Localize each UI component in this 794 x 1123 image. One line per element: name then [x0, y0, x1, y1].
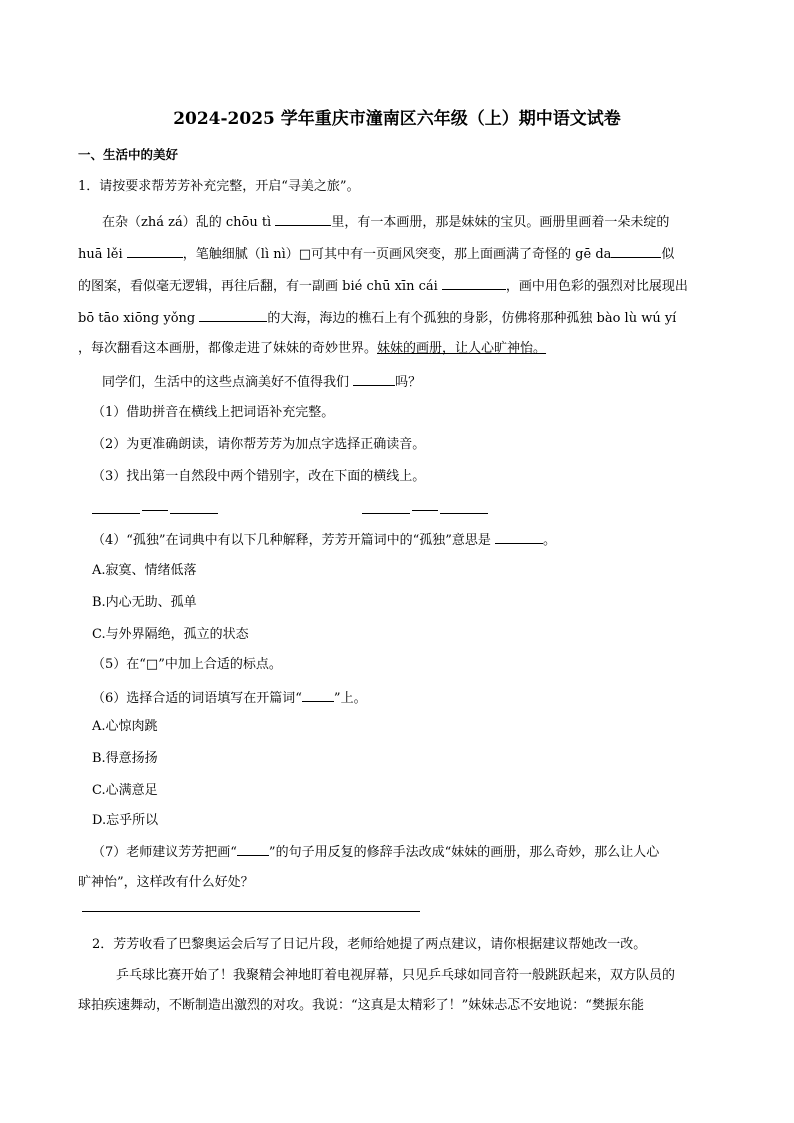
correction-blank-2[interactable] [362, 500, 488, 520]
option-6a: A.心惊肉跳 [92, 719, 158, 734]
question-2-text-line-1: 乒乓球比赛开始了！我聚精会神地盯着电视屏幕，只见乒乓球如同音符一般跳跃起来，双方队员的 [116, 968, 676, 983]
text-segment: 同学们，生活中的这些点滴美好不值得我们 [102, 375, 350, 390]
paragraph-line-6 [102, 372, 421, 392]
answer-blank[interactable] [440, 500, 488, 514]
text-segment: 的图案，看似毫无逻辑，再往后翻，有一副画 bié chū xīn cái [78, 279, 438, 294]
answer-line[interactable] [82, 911, 420, 912]
correction-blank-1[interactable] [92, 500, 218, 520]
text-segment: huā lěi [78, 247, 123, 262]
answer-blank[interactable] [362, 500, 410, 514]
text-segment: ”的句子用反复的修辞手法改成“妹妹的画册，那么奇妙，那么让人心 [268, 845, 660, 860]
answer-blank[interactable] [237, 842, 269, 856]
option-c: C.与外界隔绝，孤立的状态 [92, 627, 249, 642]
text-segment: （6）选择合适的词语填写在开篇词“ [92, 691, 302, 706]
sub-question-4 [92, 530, 556, 550]
question-1-prompt: 1．请按要求帮芳芳补充完整，开启“寻美之旅”。 [78, 179, 360, 194]
option-6b: B.得意扬扬 [92, 751, 158, 766]
answer-blank[interactable] [442, 276, 506, 290]
section-heading: 一、生活中的美好 [78, 147, 179, 162]
paragraph-line-5 [78, 340, 546, 358]
answer-blank[interactable] [302, 688, 334, 702]
sub-question-1: （1）借助拼音在横线上把词语补充完整。 [92, 405, 335, 420]
answer-blank[interactable] [353, 372, 395, 386]
answer-blank[interactable] [92, 500, 140, 514]
option-6c: C.心满意足 [92, 783, 158, 798]
text-segment: 吗？ [395, 375, 422, 390]
sub-question-2: （2）为更准确朗读，请你帮芳芳为加点字选择正确读音。 [92, 437, 426, 452]
answer-blank[interactable] [199, 308, 267, 322]
sub-question-7 [92, 842, 659, 862]
paragraph-line-4 [78, 308, 676, 328]
text-segment: ，笔触细腻（lì nì）□可其中有一页画风突变，那上面画满了奇怪的 gē da [182, 247, 612, 262]
option-b: B.内心无助、孤单 [92, 595, 197, 610]
paragraph-line-1 [102, 212, 669, 232]
answer-blank[interactable] [611, 244, 661, 258]
text-segment: ”上。 [333, 691, 367, 706]
dash-separator [412, 510, 438, 511]
sub-question-6 [92, 688, 367, 708]
text-segment: 的大海，海边的樵石上有个孤独的身影，仿佛将那种孤独 bào lù wú yí [267, 311, 677, 326]
answer-blank[interactable] [495, 530, 543, 544]
dash-separator [142, 510, 168, 511]
answer-blank[interactable] [170, 500, 218, 514]
text-segment: 在杂（zhá zá）乱的 chōu tì [102, 215, 272, 230]
option-a: A.寂寞、情绪低落 [92, 563, 197, 578]
answer-blank[interactable] [275, 212, 331, 226]
text-segment: 。 [543, 533, 557, 548]
sub-question-7-cont: 旷神怡”，这样改有什么好处？ [78, 875, 254, 890]
text-segment: ，每次翻看这本画册，都像走进了妹妹的奇妙世界。 [78, 341, 378, 356]
sub-question-3: （3）找出第一自然段中两个错别字，改在下面的横线上。 [92, 469, 426, 484]
underlined-sentence: 妹妹的画册，让人心旷神怡。 [377, 341, 547, 356]
answer-blank[interactable] [127, 244, 183, 258]
paragraph-line-3 [78, 276, 688, 296]
page-title: 2024-2025 学年重庆市潼南区六年级（上）期中语文试卷 [173, 109, 621, 129]
question-2-prompt: 2．芳芳收看了巴黎奥运会后写了日记片段，老师给她提了两点建议，请你根据建议帮她改一改。 [92, 937, 647, 952]
question-2-text-line-2: 球拍疾速舞动，不断制造出激烈的对攻。我说：“这真是太精彩了！”妹妹忐忑不安地说：“樊振东能 [78, 998, 644, 1013]
text-segment: （7）老师建议芳芳把画“ [92, 845, 237, 860]
text-segment: （4）“孤独”在词典中有以下几种解释，芳芳开篇词中的“孤独”意思是 [92, 533, 491, 548]
text-segment: ，画中用色彩的强烈对比展现出 [505, 279, 688, 294]
text-segment: 似 [661, 247, 675, 262]
option-6d: D.忘乎所以 [92, 813, 159, 828]
text-segment: 里，有一本画册，那是妹妹的宝贝。画册里画着一朵未绽的 [331, 215, 670, 230]
text-segment: bō tāo xiōng yǒng [78, 311, 196, 326]
sub-question-5: （5）在“□”中加上合适的标点。 [92, 657, 282, 672]
paragraph-line-2 [78, 244, 674, 264]
